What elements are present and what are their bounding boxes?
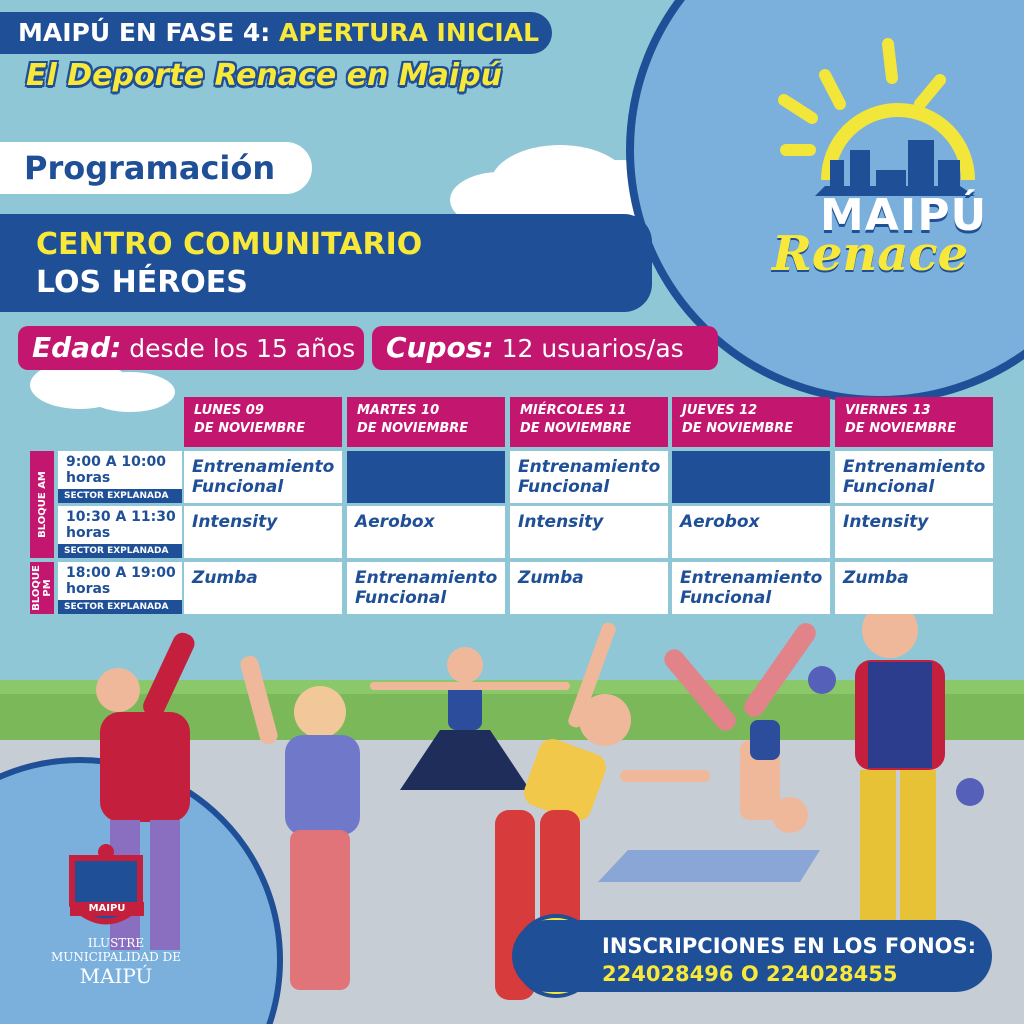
activity-cell: Aerobox	[672, 506, 830, 558]
phase-accent: APERTURA INICIAL	[279, 18, 540, 47]
phone-icon	[536, 926, 576, 986]
slots-label: Cupos:	[386, 331, 494, 364]
block-am-label: BLOQUE AM	[36, 471, 48, 538]
phase-banner	[0, 12, 552, 54]
time-slot	[58, 562, 182, 614]
maipu-logo-text: MAIPÚ	[820, 190, 988, 241]
activity-cell: Entrenamiento Funcional	[510, 451, 668, 503]
page-subtitle: El Deporte Renace en Maipú	[26, 58, 502, 93]
activity-cell: Zumba	[184, 562, 342, 614]
time-unit: horas	[66, 581, 111, 597]
activity-cell: Zumba	[510, 562, 668, 614]
age-pill	[18, 326, 364, 370]
time-slot	[58, 506, 182, 558]
sector-label: SECTOR EXPLANADA	[58, 544, 182, 558]
section-title: Programación	[0, 142, 312, 194]
slots-pill	[372, 326, 718, 370]
venue-banner	[0, 214, 652, 312]
block-am-tab	[30, 451, 54, 558]
activity-cell: Intensity	[835, 506, 993, 558]
municipality-name	[36, 936, 196, 988]
activity-cell	[347, 451, 505, 503]
venue-line-1: CENTRO COMUNITARIO	[36, 227, 423, 262]
activity-cell: Entrenamiento Funcional	[347, 562, 505, 614]
activity-cell: Intensity	[184, 506, 342, 558]
contact-title: INSCRIPCIONES EN LOS FONOS:	[602, 934, 977, 958]
day-header: JUEVES 12 DE NOVIEMBRE	[672, 397, 830, 447]
age-value: desde los 15 años	[129, 334, 356, 363]
activity-cell: Zumba	[835, 562, 993, 614]
time-range: 18:00 A 19:00	[66, 565, 176, 581]
seal-label: MAIPU	[88, 903, 126, 914]
activity-cell	[672, 451, 830, 503]
renace-logo-text: Renace	[772, 226, 969, 282]
sector-label: SECTOR EXPLANADA	[58, 489, 182, 503]
time-range: 10:30 A 11:30	[66, 509, 176, 525]
block-pm-tab	[30, 562, 54, 614]
municipality-line-2: MUNICIPALIDAD DE	[50, 950, 181, 964]
time-unit: horas	[66, 525, 111, 541]
slots-value: 12 usuarios/as	[501, 334, 684, 363]
phase-prefix: MAIPÚ EN FASE 4:	[18, 18, 271, 47]
time-slot	[58, 451, 182, 503]
day-header: MIÉRCOLES 11 DE NOVIEMBRE	[510, 397, 668, 447]
municipality-line-3: MAIPÚ	[79, 964, 153, 988]
sector-label: SECTOR EXPLANADA	[58, 600, 182, 614]
venue-line-2: LOS HÉROES	[36, 265, 248, 300]
age-label: Edad:	[32, 331, 122, 364]
activity-cell: Intensity	[510, 506, 668, 558]
day-header: LUNES 09 DE NOVIEMBRE	[184, 397, 342, 447]
activity-cell: Entrenamiento Funcional	[184, 451, 342, 503]
contact-numbers[interactable]: 224028496 O 224028455	[602, 962, 898, 986]
time-unit: horas	[66, 470, 111, 486]
day-header: VIERNES 13 DE NOVIEMBRE	[835, 397, 993, 447]
municipality-line-1: ILUSTRE	[87, 936, 145, 950]
time-range: 9:00 A 10:00	[66, 454, 166, 470]
day-header: MARTES 10 DE NOVIEMBRE	[347, 397, 505, 447]
activity-cell: Entrenamiento Funcional	[672, 562, 830, 614]
activity-cell: Entrenamiento Funcional	[835, 451, 993, 503]
block-pm-label: BLOQUE PM	[31, 565, 53, 611]
activity-cell: Aerobox	[347, 506, 505, 558]
municipal-seal-icon	[68, 846, 148, 936]
